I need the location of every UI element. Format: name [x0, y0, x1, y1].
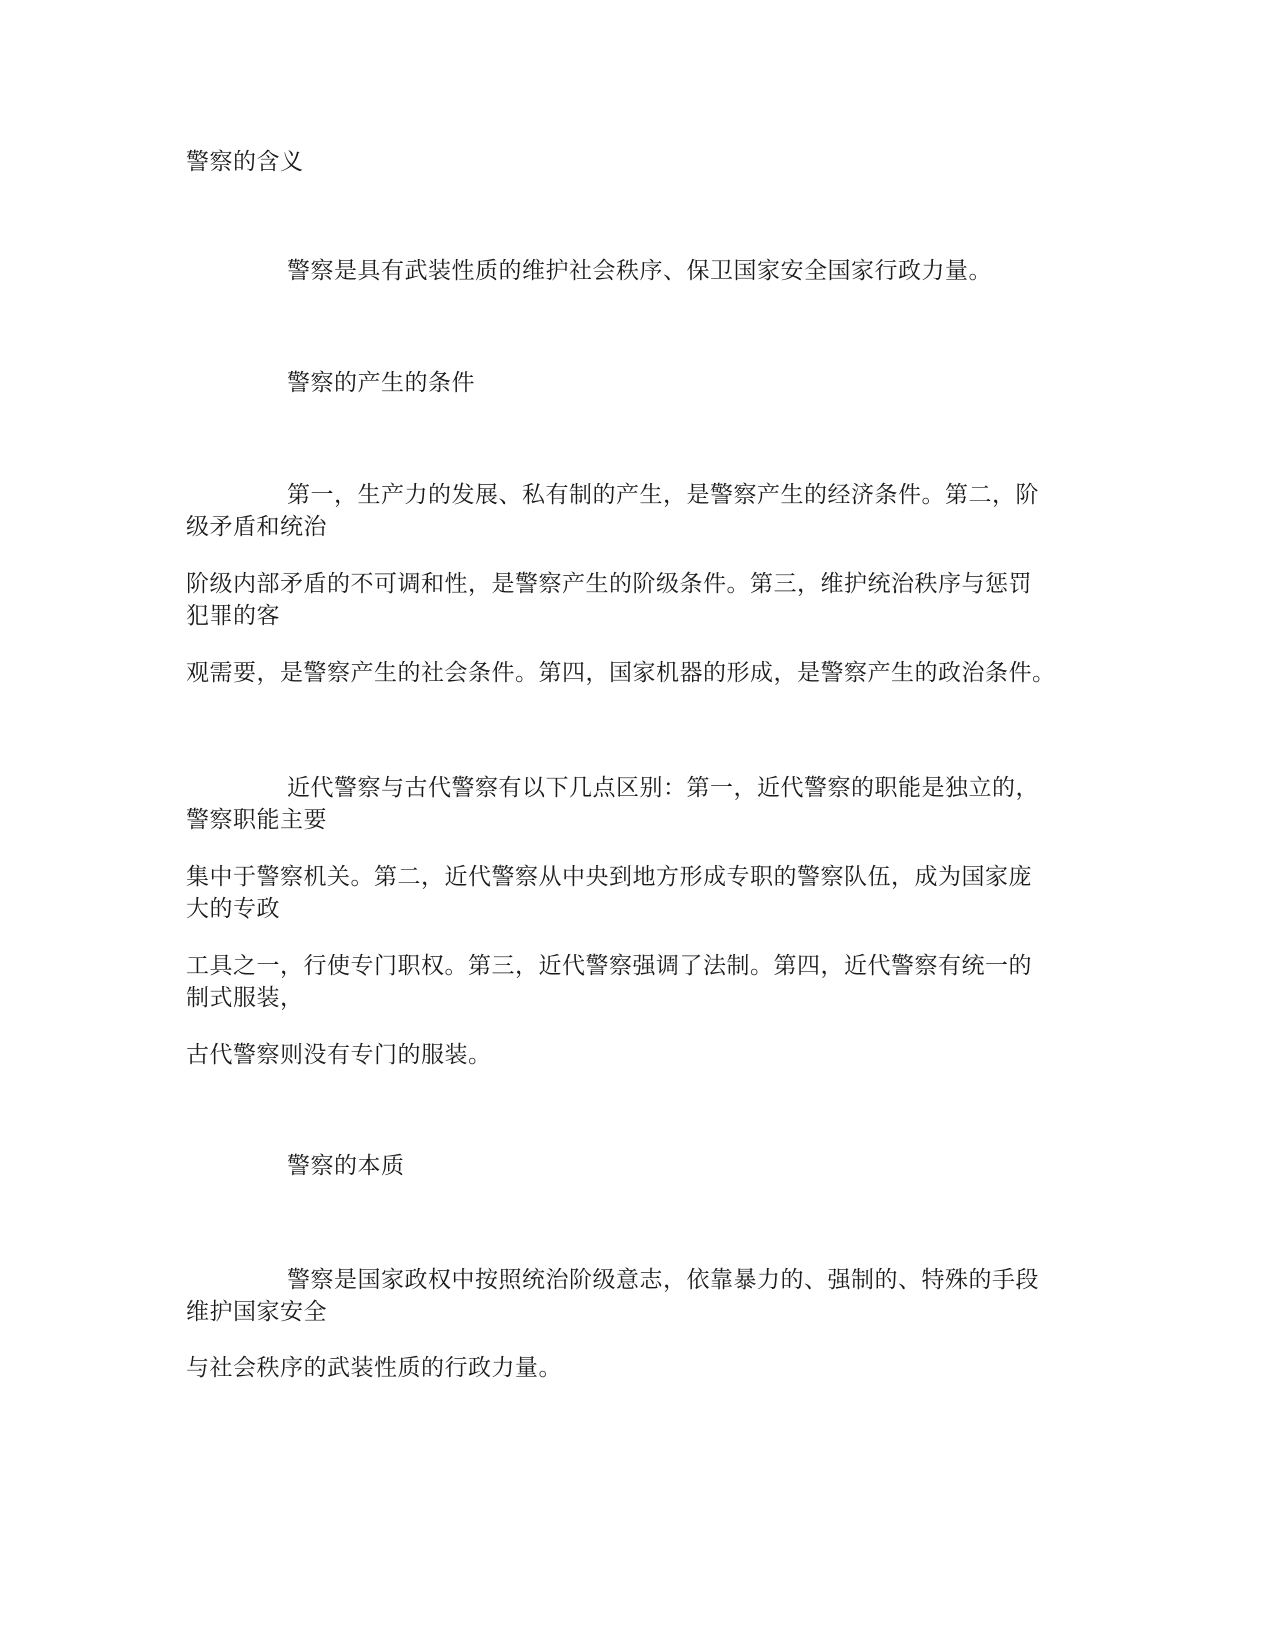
- nature-line: 警察是国家政权中按照统治阶级意志，依靠暴力的、强制的、特殊的手段: [287, 1267, 1039, 1293]
- nature-line: 维护国家安全: [186, 1299, 327, 1325]
- conditions-line: 第一，生产力的发展、私有制的产生，是警察产生的经济条件。第二，阶: [287, 482, 1039, 508]
- differences-line: 大的专政: [186, 896, 280, 922]
- conditions-line: 犯罪的客: [186, 603, 280, 629]
- conditions-line: 级矛盾和统治: [186, 514, 327, 540]
- conditions-line: 观需要，是警察产生的社会条件。第四，国家机器的形成，是警察产生的政治条件。: [186, 660, 1056, 686]
- nature-line: 与社会秩序的武装性质的行政力量。: [186, 1355, 562, 1381]
- differences-line: 近代警察与古代警察有以下几点区别：第一，近代警察的职能是独立的，: [287, 775, 1039, 801]
- conditions-heading: 警察的产生的条件: [287, 370, 475, 396]
- differences-line: 警察职能主要: [186, 807, 327, 833]
- differences-line: 古代警察则没有专门的服装。: [186, 1042, 492, 1068]
- differences-line: 制式服装，: [186, 985, 304, 1011]
- differences-line: 集中于警察机关。第二，近代警察从中央到地方形成专职的警察队伍，成为国家庞: [186, 864, 1032, 890]
- nature-heading: 警察的本质: [287, 1153, 405, 1179]
- differences-line: 工具之一，行使专门职权。第三，近代警察强调了法制。第四，近代警察有统一的: [186, 953, 1032, 979]
- page-heading: 警察的含义: [186, 149, 304, 175]
- definition-text: 警察是具有武装性质的维护社会秩序、保卫国家安全国家行政力量。: [287, 258, 992, 284]
- conditions-line: 阶级内部矛盾的不可调和性，是警察产生的阶级条件。第三，维护统治秩序与惩罚: [186, 571, 1032, 597]
